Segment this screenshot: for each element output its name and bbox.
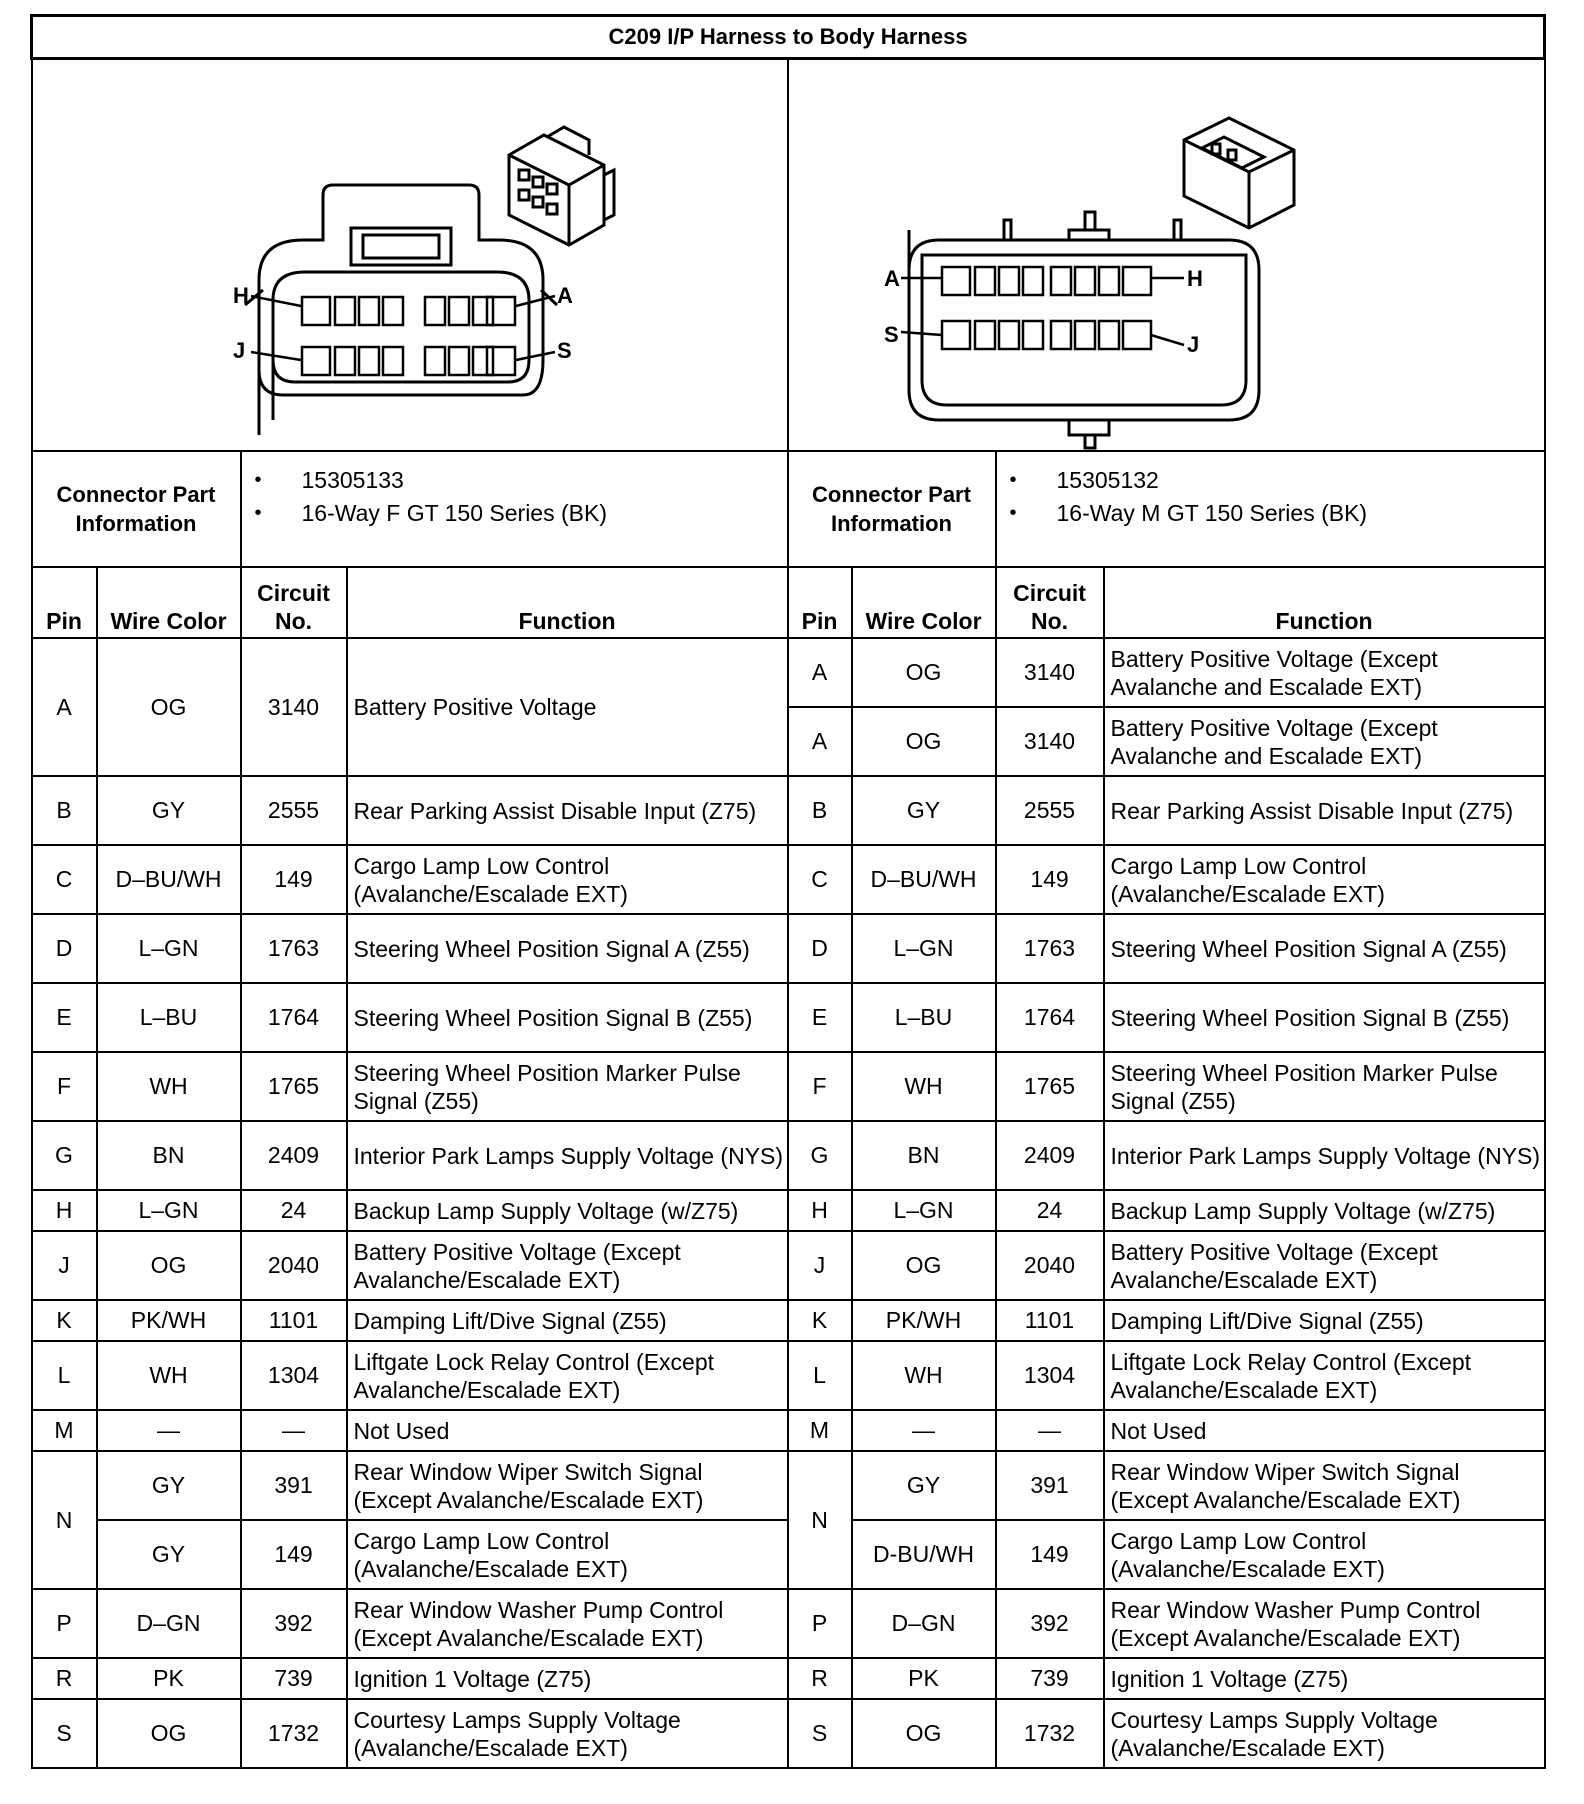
left-circuit: 739 (241, 1658, 347, 1699)
right-wire-color: OG (852, 707, 996, 776)
column-header-wire-color: Wire Color (852, 567, 996, 638)
female-connector-drawing (33, 60, 787, 450)
left-function: Battery Positive Voltage (347, 638, 788, 776)
left-pin: F (32, 1052, 97, 1121)
right-circuit: 739 (996, 1658, 1104, 1699)
right-wire-color: L–BU (852, 983, 996, 1052)
left-wire-color: D–BU/WH (97, 845, 241, 914)
right-circuit: 149 (996, 1520, 1104, 1589)
pin-label-a: A (883, 266, 900, 291)
right-circuit: 149 (996, 845, 1104, 914)
left-pin: S (32, 1699, 97, 1768)
left-circuit: 24 (241, 1190, 347, 1231)
left-function: Cargo Lamp Low Control (Avalanche/Escalade EXT) (347, 845, 788, 914)
left-circuit: — (241, 1410, 347, 1451)
left-part-description: • 16-Way F GT 150 Series (BK) (302, 497, 787, 530)
right-pin: G (788, 1121, 852, 1190)
column-header-function: Function (347, 567, 788, 638)
right-wire-color: D-BU/WH (852, 1520, 996, 1589)
right-pin: M (788, 1410, 852, 1451)
left-pin: G (32, 1121, 97, 1190)
left-pin: L (32, 1341, 97, 1410)
right-pin: E (788, 983, 852, 1052)
right-wire-color: WH (852, 1341, 996, 1410)
column-header-pin: Pin (788, 567, 852, 638)
right-pin: L (788, 1341, 852, 1410)
right-pin: J (788, 1231, 852, 1300)
left-function: Rear Parking Assist Disable Input (Z75) (347, 776, 788, 845)
right-pin: P (788, 1589, 852, 1658)
left-wire-color: L–GN (97, 1190, 241, 1231)
left-circuit: 3140 (241, 638, 347, 776)
right-wire-color: GY (852, 776, 996, 845)
left-wire-color: GY (97, 1451, 241, 1520)
right-function: Rear Window Washer Pump Control (Except Avalanche/Escalade EXT) (1104, 1589, 1545, 1658)
left-circuit: 1764 (241, 983, 347, 1052)
right-circuit: 3140 (996, 707, 1104, 776)
right-function: Rear Parking Assist Disable Input (Z75) (1104, 776, 1545, 845)
connector-end-view-sheet (30, 14, 1543, 1769)
right-function: Battery Positive Voltage (Except Avalanche/Escalade EXT) (1104, 1231, 1545, 1300)
right-wire-color: GY (852, 1451, 996, 1520)
left-function: Rear Window Wiper Switch Signal (Except Avalanche/Escalade EXT) (347, 1451, 788, 1520)
male-connector-drawing (789, 60, 1544, 450)
right-pin: S (788, 1699, 852, 1768)
right-wire-color: — (852, 1410, 996, 1451)
right-connector-diagram (788, 59, 1545, 452)
right-function: Steering Wheel Position Signal B (Z55) (1104, 983, 1545, 1052)
right-circuit: 2555 (996, 776, 1104, 845)
left-wire-color: BN (97, 1121, 241, 1190)
left-function: Liftgate Lock Relay Control (Except Avalanche/Escalade EXT) (347, 1341, 788, 1410)
right-wire-color: BN (852, 1121, 996, 1190)
left-pin: N (32, 1451, 97, 1589)
right-function: Courtesy Lamps Supply Voltage (Avalanche/Escalade EXT) (1104, 1699, 1545, 1768)
right-wire-color: L–GN (852, 914, 996, 983)
right-function: Steering Wheel Position Marker Pulse Signal (Z55) (1104, 1052, 1545, 1121)
left-connector-diagram (32, 59, 788, 452)
left-wire-color: WH (97, 1052, 241, 1121)
right-circuit: 1765 (996, 1052, 1104, 1121)
left-pin: P (32, 1589, 97, 1658)
right-function: Rear Window Wiper Switch Signal (Except Avalanche/Escalade EXT) (1104, 1451, 1545, 1520)
left-function: Steering Wheel Position Signal B (Z55) (347, 983, 788, 1052)
right-function: Damping Lift/Dive Signal (Z55) (1104, 1300, 1545, 1341)
left-circuit: 1101 (241, 1300, 347, 1341)
pin-label-h: H (232, 283, 249, 308)
right-circuit: 391 (996, 1451, 1104, 1520)
left-circuit: 392 (241, 1589, 347, 1658)
right-wire-color: L–GN (852, 1190, 996, 1231)
right-wire-color: WH (852, 1052, 996, 1121)
right-pin: N (788, 1451, 852, 1589)
column-header-function: Function (1104, 567, 1545, 638)
left-pin: H (32, 1190, 97, 1231)
column-header-circuit: Circuit No. (996, 567, 1104, 638)
left-pin: R (32, 1658, 97, 1699)
right-wire-color: D–GN (852, 1589, 996, 1658)
left-pin: D (32, 914, 97, 983)
left-function: Backup Lamp Supply Voltage (w/Z75) (347, 1190, 788, 1231)
right-circuit: 1764 (996, 983, 1104, 1052)
right-function: Backup Lamp Supply Voltage (w/Z75) (1104, 1190, 1545, 1231)
right-pin: K (788, 1300, 852, 1341)
right-circuit: 1763 (996, 914, 1104, 983)
left-circuit: 1763 (241, 914, 347, 983)
left-pin: A (32, 638, 97, 776)
left-function: Steering Wheel Position Marker Pulse Signal (Z55) (347, 1052, 788, 1121)
left-pin: C (32, 845, 97, 914)
left-wire-color: L–GN (97, 914, 241, 983)
right-pin: C (788, 845, 852, 914)
right-pin: R (788, 1658, 852, 1699)
left-wire-color: OG (97, 1231, 241, 1300)
left-circuit: 1765 (241, 1052, 347, 1121)
right-part-info (996, 451, 1545, 567)
left-circuit: 1304 (241, 1341, 347, 1410)
connector-table (30, 14, 1546, 1769)
left-circuit: 2555 (241, 776, 347, 845)
pin-label-j: J (1186, 332, 1199, 357)
right-wire-color: PK (852, 1658, 996, 1699)
left-circuit: 2040 (241, 1231, 347, 1300)
column-header-pin: Pin (32, 567, 97, 638)
left-part-number: • 15305133 (302, 464, 787, 497)
right-circuit: 392 (996, 1589, 1104, 1658)
right-wire-color: OG (852, 1699, 996, 1768)
left-function: Interior Park Lamps Supply Voltage (NYS) (347, 1121, 788, 1190)
right-pin: H (788, 1190, 852, 1231)
right-function: Steering Wheel Position Signal A (Z55) (1104, 914, 1545, 983)
right-part-info-label: Connector Part Information (788, 451, 996, 567)
right-pin: A (788, 638, 852, 707)
female-connector-3d-icon (509, 127, 614, 245)
right-pin: D (788, 914, 852, 983)
right-circuit: 1732 (996, 1699, 1104, 1768)
left-wire-color: GY (97, 776, 241, 845)
left-pin: M (32, 1410, 97, 1451)
right-function: Ignition 1 Voltage (Z75) (1104, 1658, 1545, 1699)
left-wire-color: — (97, 1410, 241, 1451)
right-function: Battery Positive Voltage (Except Avalanche and Escalade EXT) (1104, 707, 1545, 776)
right-function: Cargo Lamp Low Control (Avalanche/Escalade EXT) (1104, 845, 1545, 914)
column-header-circuit: Circuit No. (241, 567, 347, 638)
right-part-description: • 16-Way M GT 150 Series (BK) (1057, 497, 1544, 530)
right-circuit: 3140 (996, 638, 1104, 707)
left-function: Not Used (347, 1410, 788, 1451)
right-function: Battery Positive Voltage (Except Avalanche and Escalade EXT) (1104, 638, 1545, 707)
left-circuit: 149 (241, 1520, 347, 1589)
right-pin: B (788, 776, 852, 845)
right-wire-color: D–BU/WH (852, 845, 996, 914)
pin-label-s: S (556, 338, 572, 363)
left-pin: B (32, 776, 97, 845)
right-wire-color: OG (852, 1231, 996, 1300)
left-circuit: 391 (241, 1451, 347, 1520)
left-wire-color: PK (97, 1658, 241, 1699)
left-wire-color: OG (97, 1699, 241, 1768)
left-wire-color: D–GN (97, 1589, 241, 1658)
left-part-info (241, 451, 788, 567)
left-function: Battery Positive Voltage (Except Avalanche/Escalade EXT) (347, 1231, 788, 1300)
column-header-wire-color: Wire Color (97, 567, 241, 638)
right-circuit: 1101 (996, 1300, 1104, 1341)
right-part-number: • 15305132 (1057, 464, 1544, 497)
right-circuit: 24 (996, 1190, 1104, 1231)
right-function: Not Used (1104, 1410, 1545, 1451)
left-wire-color: OG (97, 638, 241, 776)
right-circuit: 2040 (996, 1231, 1104, 1300)
left-function: Damping Lift/Dive Signal (Z55) (347, 1300, 788, 1341)
left-wire-color: GY (97, 1520, 241, 1589)
right-circuit: 2409 (996, 1121, 1104, 1190)
right-wire-color: OG (852, 638, 996, 707)
left-wire-color: L–BU (97, 983, 241, 1052)
left-pin: K (32, 1300, 97, 1341)
left-function: Cargo Lamp Low Control (Avalanche/Escalade EXT) (347, 1520, 788, 1589)
right-circuit: 1304 (996, 1341, 1104, 1410)
pin-label-s: S (883, 322, 899, 347)
page-title: C209 I/P Harness to Body Harness (32, 16, 1545, 59)
left-pin: E (32, 983, 97, 1052)
left-circuit: 1732 (241, 1699, 347, 1768)
left-function: Rear Window Washer Pump Control (Except Avalanche/Escalade EXT) (347, 1589, 788, 1658)
left-pin: J (32, 1231, 97, 1300)
right-function: Cargo Lamp Low Control (Avalanche/Escalade EXT) (1104, 1520, 1545, 1589)
right-wire-color: PK/WH (852, 1300, 996, 1341)
right-pin: F (788, 1052, 852, 1121)
right-pin: A (788, 707, 852, 776)
left-function: Ignition 1 Voltage (Z75) (347, 1658, 788, 1699)
left-part-info-label: Connector Part Information (32, 451, 241, 567)
left-circuit: 149 (241, 845, 347, 914)
right-function: Interior Park Lamps Supply Voltage (NYS) (1104, 1121, 1545, 1190)
pin-label-j: J (232, 338, 245, 363)
left-circuit: 2409 (241, 1121, 347, 1190)
male-connector-3d-icon (1184, 118, 1294, 228)
pin-label-a: A (556, 283, 573, 308)
right-function: Liftgate Lock Relay Control (Except Avalanche/Escalade EXT) (1104, 1341, 1545, 1410)
left-function: Steering Wheel Position Signal A (Z55) (347, 914, 788, 983)
right-circuit: — (996, 1410, 1104, 1451)
left-wire-color: WH (97, 1341, 241, 1410)
left-function: Courtesy Lamps Supply Voltage (Avalanche/Escalade EXT) (347, 1699, 788, 1768)
pin-label-h: H (1186, 266, 1203, 291)
left-wire-color: PK/WH (97, 1300, 241, 1341)
